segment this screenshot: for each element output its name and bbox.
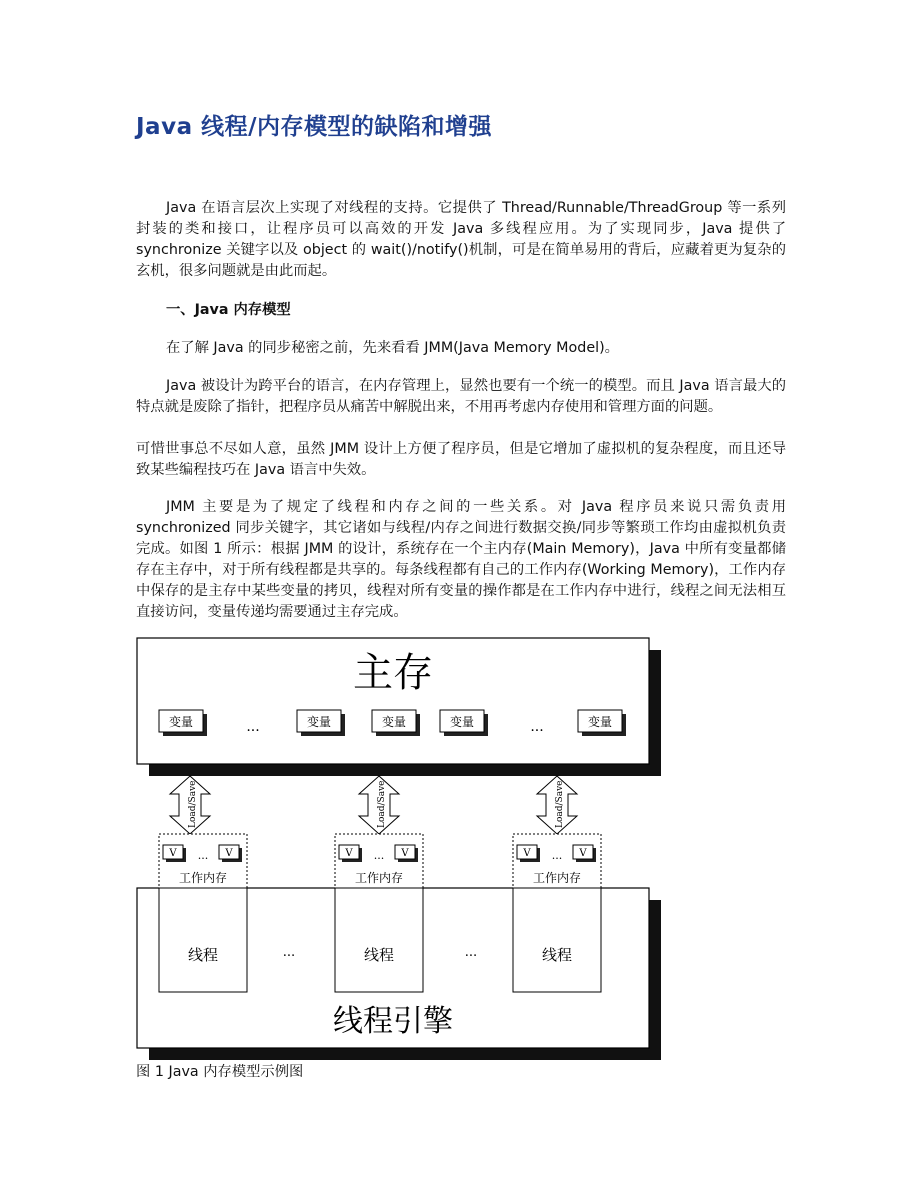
thread-column: [159, 776, 247, 992]
svg-text:...: ...: [197, 849, 209, 862]
figure-caption: 图 1 Java 内存模型示例图: [136, 1064, 304, 1080]
thread-box: [159, 888, 247, 992]
svg-text:V: V: [401, 848, 409, 859]
pity-paragraph: 可惜世事总不尽如人意，虽然 JMM 设计上方便了程序员，但是它增加了虚拟机的复杂程度，而且还导致某些编程技巧在 Java 语言中失效。: [136, 441, 786, 478]
svg-text:V: V: [345, 848, 353, 859]
load-save-label: Load/Save: [188, 780, 198, 828]
load-save-label: Load/Save: [555, 780, 565, 828]
ellipsis-text: ...: [464, 945, 478, 960]
variable-box: [297, 710, 345, 736]
svg-text:变量: 变量: [587, 715, 613, 729]
section-heading: 一、Java 内存模型: [166, 302, 291, 318]
svg-text:V: V: [523, 848, 531, 859]
ellipsis-text: ...: [246, 719, 260, 735]
thread-box: [513, 888, 601, 992]
working-memory-label: 工作内存: [532, 871, 582, 885]
ellipsis-text: ...: [530, 719, 544, 735]
variable-box: [372, 710, 420, 736]
intro-paragraph: Java 在语言层次上实现了对线程的支持。它提供了 Thread/Runnable/ThreadGroup 等一系列封装的类和接口，让程序员可以高效的开发 Java 多线程应用。为了实现同步，Java 提供了 synchronize 关键字以及 object 的 wait()/notify()机制，可是在简单易用的背后，应藏着更为复杂的玄机，很多问题就是由此而起。: [136, 200, 786, 279]
working-memory-label: 工作内存: [178, 871, 228, 885]
ellipsis-text: ...: [282, 945, 296, 960]
svg-text:V: V: [169, 848, 177, 859]
thread-label: 线程: [363, 946, 395, 964]
working-memory-label: 工作内存: [354, 871, 404, 885]
jmm-paragraph: 在了解 Java 的同步秘密之前，先来看看 JMM(Java Memory Model)。: [166, 340, 619, 356]
jmm-main-paragraph: JMM 主要是为了规定了线程和内存之间的一些关系。对 Java 程序员来说只需负责用 synchronized 同步关键字，其它诸如与线程/内存之间进行数据交换/同步等繁琐工作均由虚拟机负责完成。如图 1 所示：根据 JMM 的设计，系统存在一个主内存(Main Memory)，Java 中所有变量都储存在主存中，对于所有线程都是共享的。每条线程都有自己的工作内存(Working Memory)，工作内存中保存的是主存中某些变量的拷贝，线程对所有变量的操作都是在工作内存中进行，线程之间无法相互直接访问，变量传递均需要通过主存完成。: [136, 499, 786, 620]
svg-text:变量: 变量: [381, 715, 407, 729]
thread-column: [513, 776, 601, 992]
jmm-diagram: [135, 636, 665, 1066]
thread-label: 线程: [541, 946, 573, 964]
svg-text:V: V: [579, 848, 587, 859]
thread-engine-label: 线程引擎: [333, 1004, 453, 1039]
load-save-label: Load/Save: [377, 780, 387, 828]
variable-box: [159, 710, 207, 736]
thread-column: [335, 776, 423, 992]
svg-text:变量: 变量: [449, 715, 475, 729]
thread-box: [335, 888, 423, 992]
variable-box: [440, 710, 488, 736]
main-memory-label: 主存: [353, 650, 433, 696]
svg-text:变量: 变量: [168, 715, 194, 729]
thread-label: 线程: [187, 946, 219, 964]
variable-box: [578, 710, 626, 736]
svg-text:V: V: [225, 848, 233, 859]
page-title: Java 线程/内存模型的缺陷和增强: [136, 114, 492, 140]
design-paragraph: Java 被设计为跨平台的语言，在内存管理上，显然也要有一个统一的模型。而且 Java 语言最大的特点就是废除了指针，把程序员从痛苦中解脱出来，不用再考虑内存使用和管理方面的问题。: [136, 378, 786, 415]
svg-text:...: ...: [551, 849, 563, 862]
svg-text:变量: 变量: [306, 715, 332, 729]
svg-text:...: ...: [373, 849, 385, 862]
